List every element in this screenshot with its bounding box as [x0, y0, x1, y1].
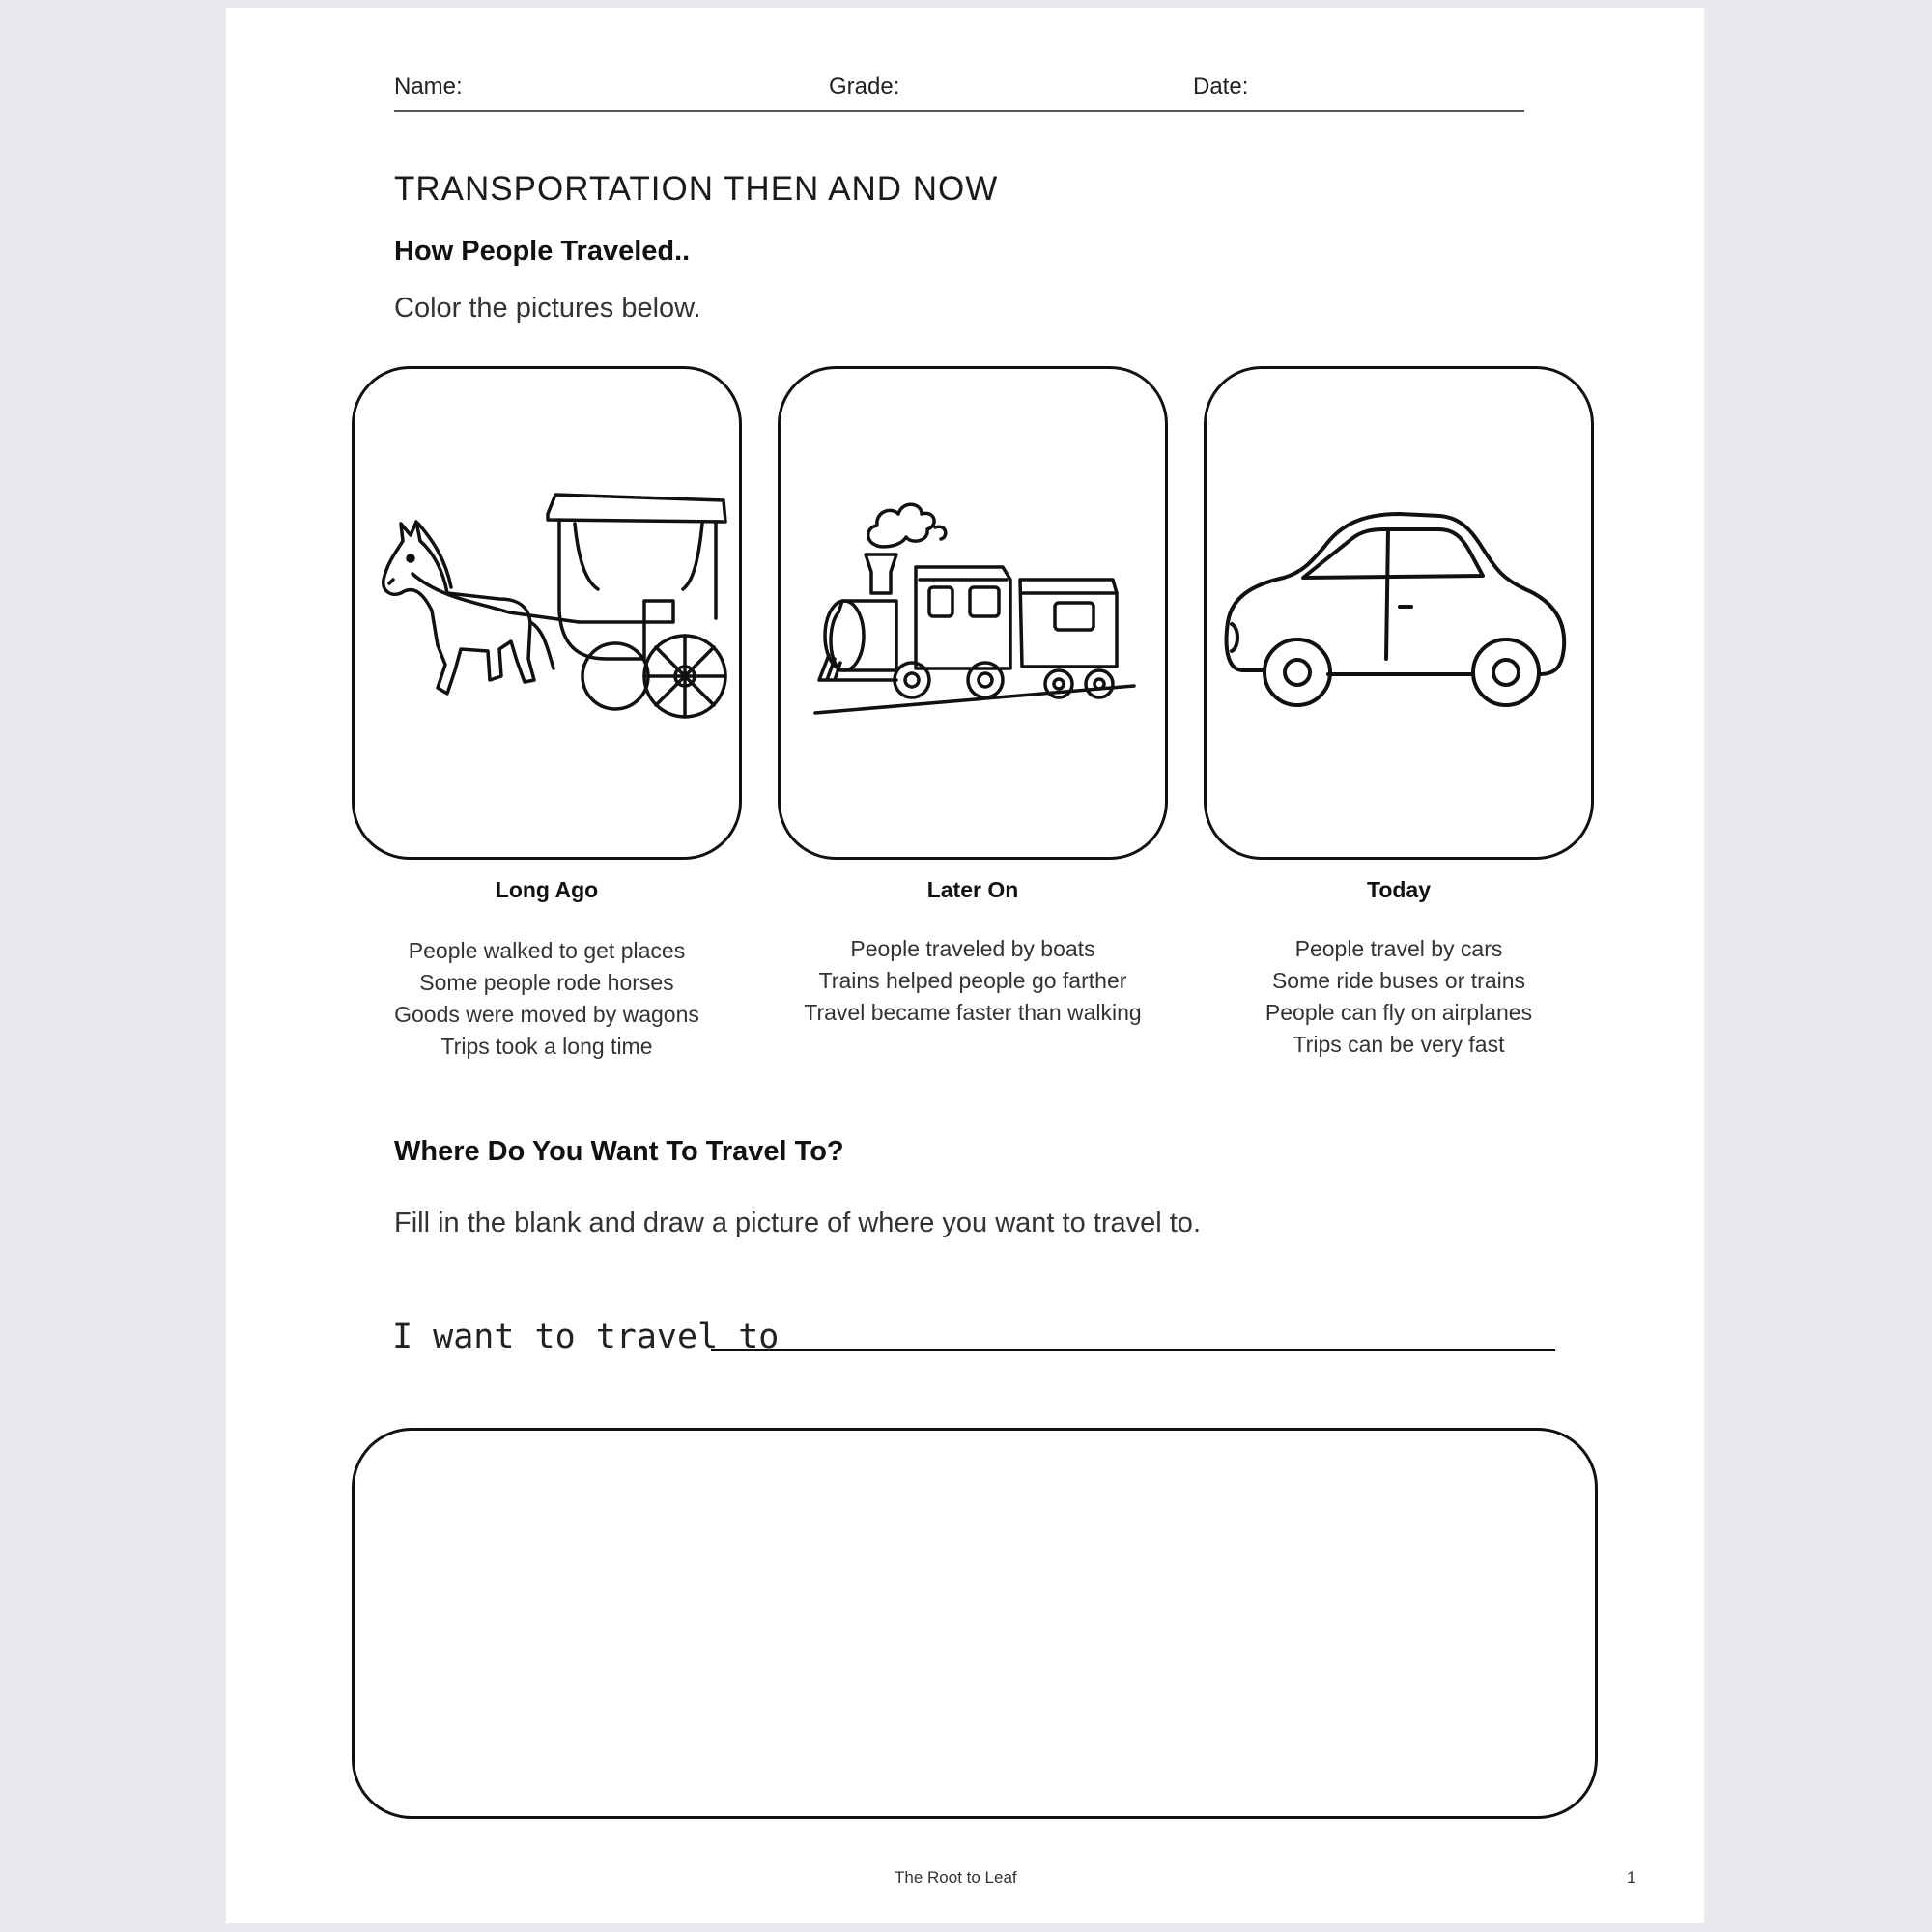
- card-lines-long-ago: [352, 935, 742, 1063]
- list-item: Trips can be very fast: [1293, 1032, 1505, 1057]
- header-rule: [394, 110, 1524, 112]
- card-lines-later-on: [778, 933, 1168, 1029]
- card-title-later-on: Later On: [926, 877, 1019, 902]
- horse-carriage-icon: [355, 369, 739, 857]
- travel-answer-field[interactable]: [711, 1310, 1555, 1347]
- answer-blank-line: [711, 1349, 1555, 1351]
- list-item: People can fly on airplanes: [1264, 1000, 1533, 1025]
- page-title: TRANSPORTATION THEN AND NOW: [394, 170, 999, 208]
- list-item: Some ride buses or trains: [1271, 968, 1526, 993]
- list-item: Goods were moved by wagons: [394, 1002, 699, 1027]
- list-item: Trains helped people go farther: [818, 968, 1127, 993]
- list-item: Travel became faster than walking: [804, 1000, 1142, 1025]
- list-item: People travel by cars: [1294, 936, 1503, 961]
- page-number: 1: [1627, 1868, 1636, 1887]
- worksheet-page: [226, 8, 1704, 1923]
- list-item: People traveled by boats: [850, 936, 1095, 961]
- section-heading-how-people-traveled: How People Traveled..: [394, 236, 691, 267]
- car-icon: [1207, 369, 1591, 857]
- drawing-area[interactable]: [352, 1428, 1598, 1819]
- card-title-long-ago: Long Ago: [495, 877, 599, 902]
- card-long-ago[interactable]: [352, 366, 742, 860]
- name-label: Name:: [394, 73, 463, 99]
- card-lines-today: [1204, 933, 1594, 1061]
- list-item: Trips took a long time: [440, 1034, 653, 1059]
- section-instruction-color: Color the pictures below.: [394, 293, 701, 324]
- card-today[interactable]: [1204, 366, 1594, 860]
- list-item: People walked to get places: [408, 938, 686, 963]
- section-instruction-fill-blank: Fill in the blank and draw a picture of where you want to travel to.: [394, 1208, 1201, 1238]
- section-heading-where-travel: Where Do You Want To Travel To?: [394, 1136, 844, 1167]
- steam-train-icon: [781, 369, 1165, 857]
- travel-prompt: I want to travel to: [392, 1318, 780, 1356]
- list-item: Some people rode horses: [419, 970, 674, 995]
- card-later-on[interactable]: [778, 366, 1168, 860]
- date-label: Date:: [1193, 73, 1249, 99]
- grade-label: Grade:: [829, 73, 900, 99]
- footer-brand: The Root to Leaf: [895, 1868, 1017, 1887]
- card-title-today: Today: [1366, 877, 1432, 902]
